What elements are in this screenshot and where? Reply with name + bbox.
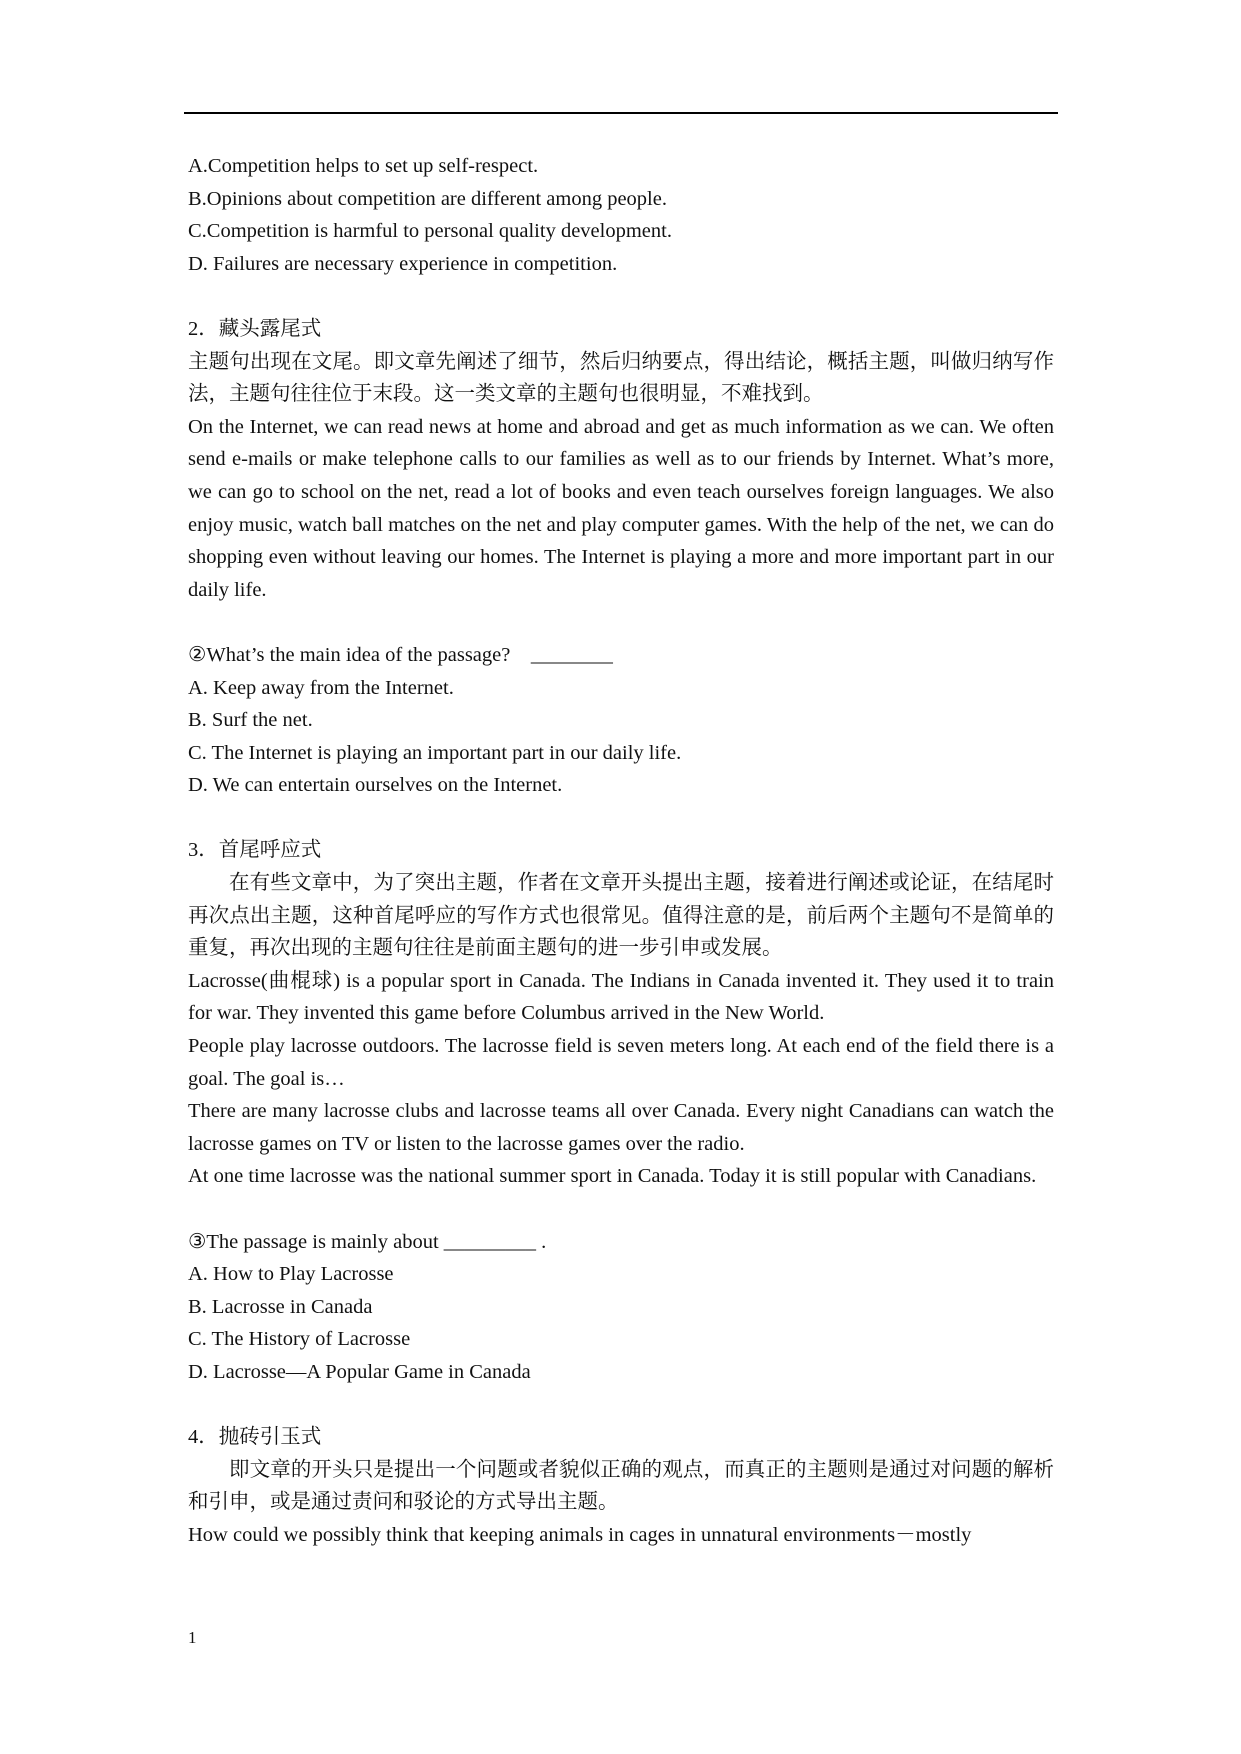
section-intro: 在有些文章中，为了突出主题，作者在文章开头提出主题，接着进行阐述或论证，在结尾时再次点出主题，这种首尾呼应的写作方式也很常见。值得注意的是，前后两个主题句不是简单的重复，再次出现的主题句往往是前面主题句的进一步引申或发展。	[188, 872, 1054, 960]
option-d: D. We can entertain ourselves on the Internet.	[188, 774, 563, 797]
section-intro: 即文章的开头只是提出一个问题或者貌似正确的观点，而真正的主题则是通过对问题的解析和引申，或是通过责问和驳论的方式导出主题。	[188, 1458, 1054, 1514]
section-1-options	[188, 150, 1054, 280]
option-d: D. Failures are necessary experience in competition.	[188, 252, 618, 275]
option-c: C. The History of Lacrosse	[188, 1328, 411, 1351]
option-a: A.Competition helps to set up self-respect.	[188, 155, 539, 177]
spacer	[188, 280, 1054, 313]
option-a: A. How to Play Lacrosse	[188, 1263, 394, 1286]
passage-paragraph: At one time lacrosse was the national summer sport in Canada. Today it is still popular with Canadians.	[188, 1165, 1037, 1188]
section-heading: 3．首尾呼应式	[188, 839, 322, 862]
section-heading: 4．抛砖引玉式	[188, 1426, 322, 1449]
option-b: B. Lacrosse in Canada	[188, 1295, 373, 1318]
section-2	[188, 313, 1054, 802]
passage-paragraph: Lacrosse(曲棍球) is a popular sport in Canada. The Indians in Canada invented it. They used it to train for war. They invented this game before Columbus arrived in the New World.	[188, 969, 1054, 1025]
option-c: C.Competition is harmful to personal quality development.	[188, 220, 672, 243]
document-body	[188, 150, 1054, 1552]
page-number: 1	[188, 1628, 197, 1647]
question: ②What’s the main idea of the passage? ________	[188, 643, 613, 666]
header-rule	[184, 112, 1058, 114]
spacer	[188, 802, 1054, 835]
section-3	[188, 834, 1054, 1388]
question: ③The passage is mainly about _________ .	[188, 1230, 547, 1253]
option-a: A. Keep away from the Internet.	[188, 676, 454, 699]
passage-paragraph: There are many lacrosse clubs and lacrosse teams all over Canada. Every night Canadians can watch the lacrosse games on TV or listen to the lacrosse games over the radio.	[188, 1100, 1054, 1155]
option-b: B.Opinions about competition are different among people.	[188, 187, 667, 210]
reading-passage: On the Internet, we can read news at home and abroad and get as much information as we can. We often send e-mails or make telephone calls to our families as well as to our friends by Internet. What’s more, we can go to school on the net, read a lot of books and even teach ourselves foreign languages. We also enjoy music, watch ball matches on the net and play computer games. With the help of the net, we can do shopping even without leaving our homes. The Internet is playing a more and more important part in our daily life.	[188, 415, 1054, 601]
reading-passage: How could we possibly think that keeping animals in cages in unnatural environments－mostly	[188, 1523, 972, 1546]
passage-paragraph: People play lacrosse outdoors. The lacrosse field is seven meters long. At each end of the field there is a goal. The goal is…	[188, 1035, 1054, 1090]
section-4	[188, 1421, 1054, 1551]
section-intro: 主题句出现在文尾。即文章先阐述了细节，然后归纳要点，得出结论，概括主题，叫做归纳写作法，主题句往往位于末段。这一类文章的主题句也很明显，不难找到。	[188, 350, 1054, 406]
option-b: B. Surf the net.	[188, 709, 313, 732]
section-heading: 2．藏头露尾式	[188, 317, 322, 340]
option-d: D. Lacrosse—A Popular Game in Canada	[188, 1360, 531, 1383]
spacer	[188, 1389, 1054, 1422]
option-c: C. The Internet is playing an important part in our daily life.	[188, 741, 682, 764]
spacer	[188, 606, 1054, 639]
spacer	[188, 1193, 1054, 1226]
